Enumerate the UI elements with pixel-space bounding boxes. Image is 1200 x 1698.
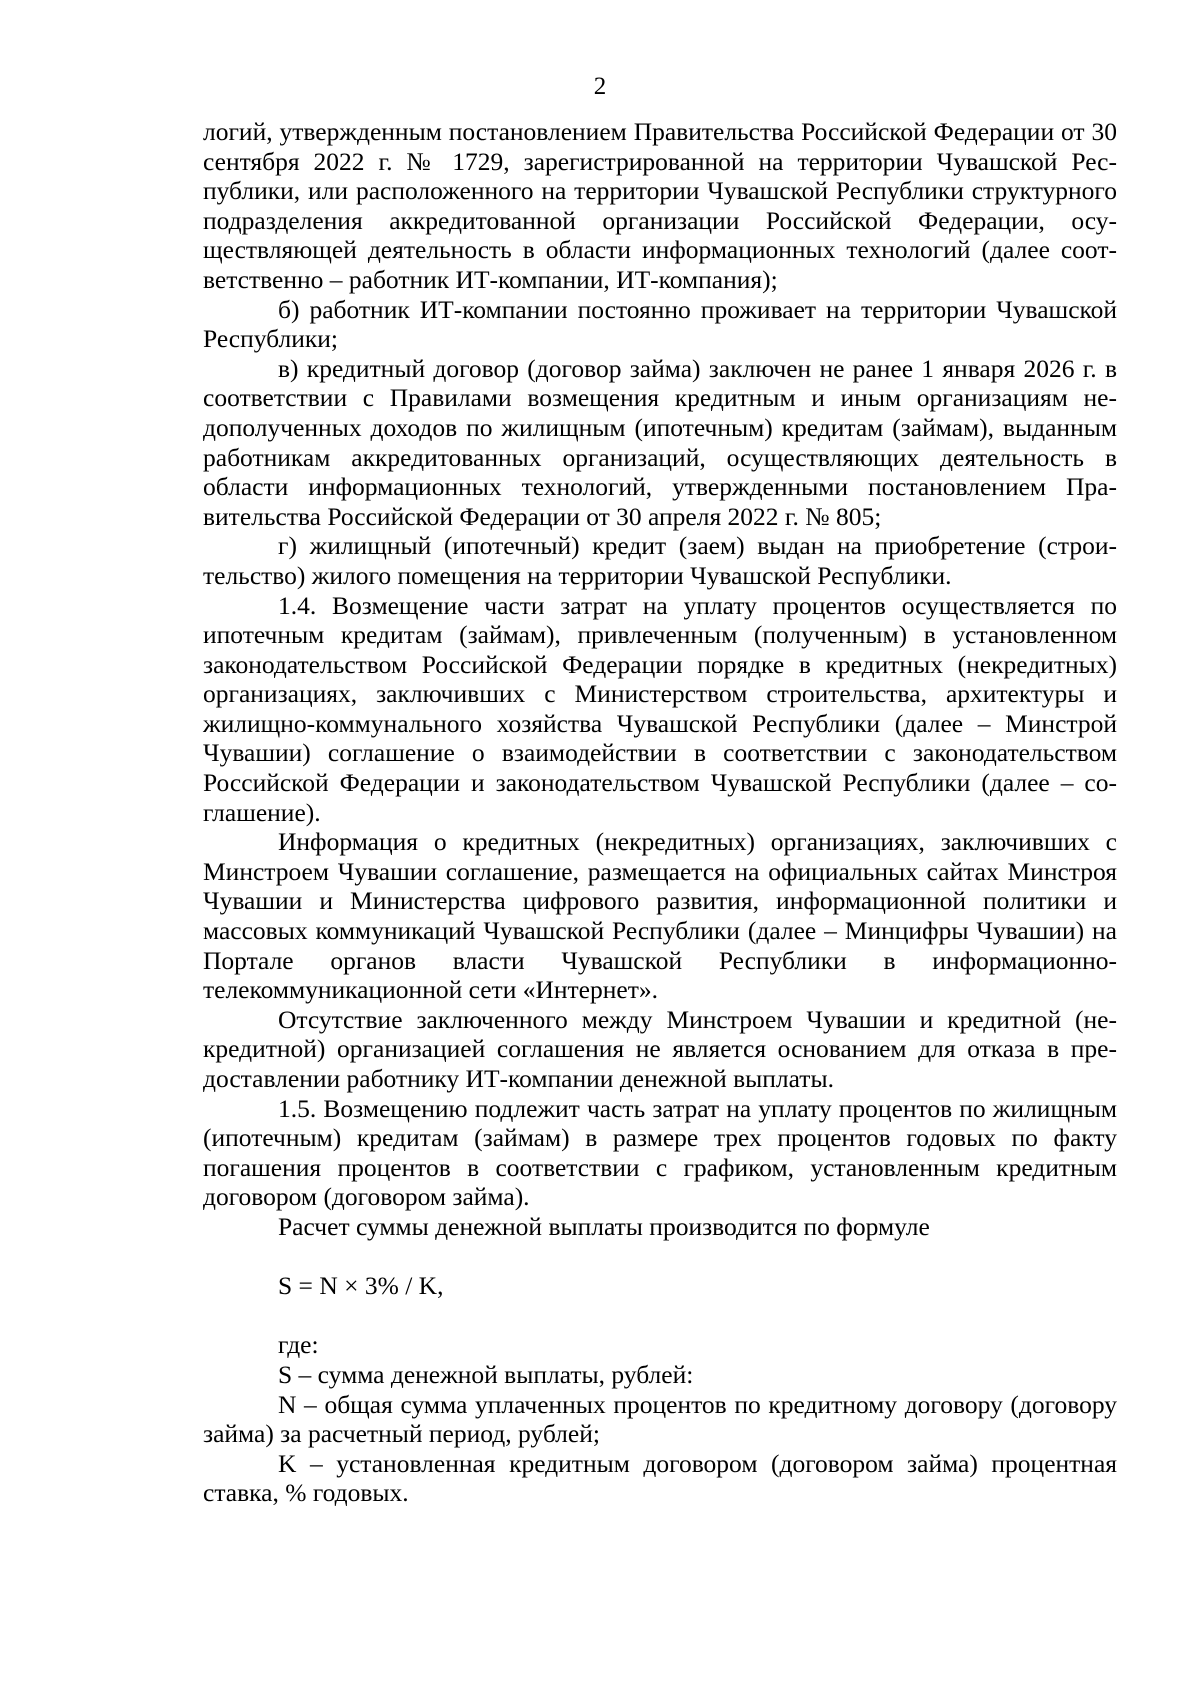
paragraph-1-4: 1.4. Возмещение части затрат на уплату процентов осуществляется по ипотечным кредитам (займам), привлеченным (полученным) в установленном законодательством Российской Федерации порядке в кредитных (некредитных) организациях, заключивших с Министерством строительства, архитектуры и жилищно-коммунального хозяйства Чувашской Республики (далее – Минстрой Чувашии) соглашение о взаимодействии в соответствии с законодательством Российской Федерации и законодательством Чувашской Республики (далее – соглашение). [203,590,1117,827]
paragraph-item-b: б) работник ИТ-компании постоянно проживает на территории Чувашской Республики; [203,294,1117,354]
page-number: 2 [593,73,607,100]
formula: S = N × 3% / K, [278,1271,444,1301]
paragraph-1-5: 1.5. Возмещению подлежит часть затрат на уплату процентов по жилищным (ипотечным) кредитам (займам) в размере трех процентов годовых по факту погашения процентов в соответствии с графиком, установленным кредитным договором (договором займа). [203,1093,1117,1212]
paragraph-item-v: в) кредитный договор (договор займа) заключен не ранее 1 января 2026 г. в соответствии с Правилами возмещения кредитным и иным организациям недополученных доходов по жилищным (ипотечным) кредитам (займам), выданным работникам аккредитованных организаций, осуществляющих деятельность в области информационных технологий, утвержденными постановлением Правительства Российской Федерации от 30 апреля 2022 г. № 805; [203,353,1117,531]
paragraph-absence: Отсутствие заключенного между Минстроем Чувашии и кредитной (некредитной) организацией соглашения не является основанием для отказа в предоставлении работнику ИТ-компании денежной выплаты. [203,1004,1117,1093]
paragraph-continuation: логий, утвержденным постановлением Правительства Российской Федерации от 30 сентября 2022 г. № 1729, зарегистрированной на территории Чувашской Республики, или расположенного на территории Чувашской Республики структурного подразделения аккредитованной организации Российской Федерации, осуществляющей деятельность в области информационных технологий (далее соответственно – работник ИТ-компании, ИТ-компания); [203,117,1117,294]
paragraph-formula-intro: Расчет суммы денежной выплаты производится по формуле [278,1211,930,1241]
definition-n: N – общая сумма уплаченных процентов по кредитному договору (договору займа) за расчетный период, рублей; [203,1389,1117,1449]
definition-s: S – сумма денежной выплаты, рублей: [278,1359,694,1389]
definition-k: K – установленная кредитным договором (договором займа) процентная ставка, % годовых. [203,1448,1117,1508]
paragraph-where: где: [278,1330,319,1360]
paragraph-item-g: г) жилищный (ипотечный) кредит (заем) выдан на приобретение (строительство) жилого помещения на территории Чувашской Республики. [203,531,1117,590]
paragraph-info: Информация о кредитных (некредитных) организациях, заключивших с Минстроем Чувашии соглашение, размещается на официальных сайтах Минстроя Чувашии и Министерства цифрового развития, информационной политики и массовых коммуникаций Чувашской Республики (далее – Минцифры Чувашии) на Порталe органов власти Чувашской Республики в информационно-телекоммуникационной сети «Интернет». [203,827,1117,1005]
document-body [203,117,1117,1508]
